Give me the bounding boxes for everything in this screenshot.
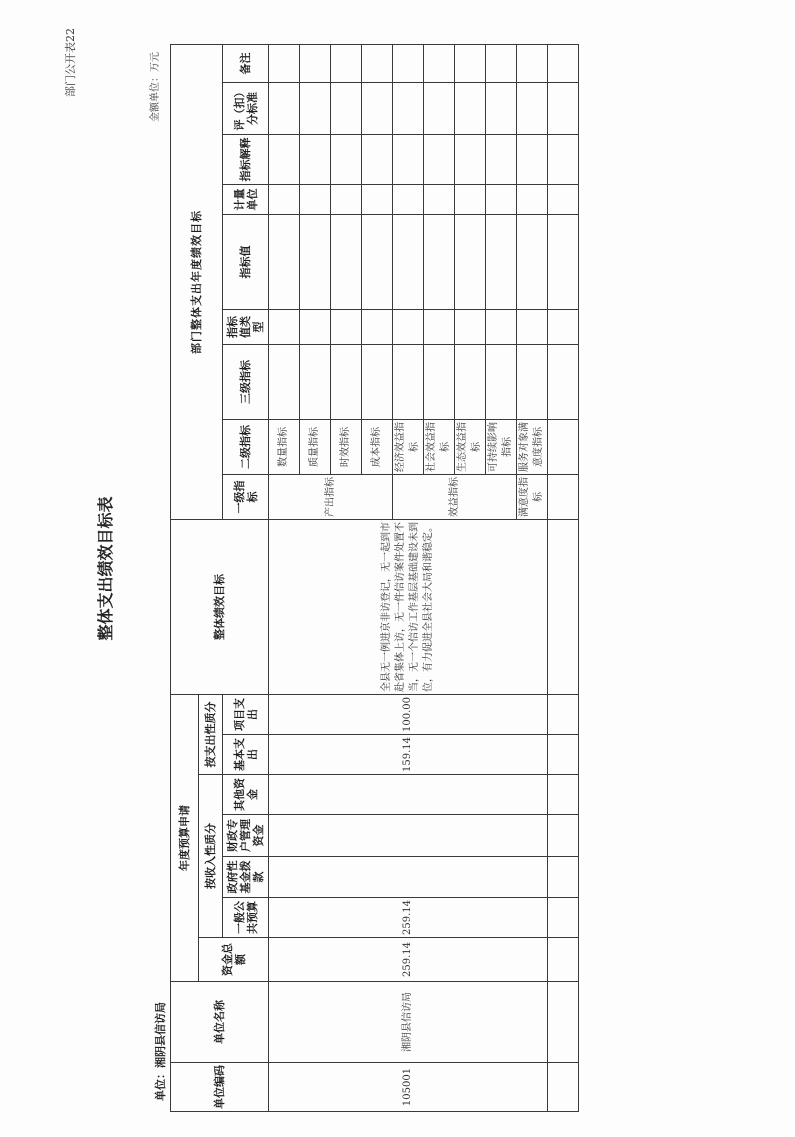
empty-cell (517, 344, 548, 419)
empty-cell (548, 44, 579, 82)
empty-cell (424, 309, 455, 344)
header-other-funds: 其他资金 (223, 775, 269, 815)
empty-cell (393, 309, 424, 344)
header-value: 指标值 (223, 214, 269, 309)
header-general-budget: 一般公共预算 (223, 898, 269, 938)
unit-code-cell: 105001 (269, 1063, 548, 1112)
empty-cell (362, 309, 393, 344)
empty-cell (269, 309, 300, 344)
general-budget-cell: 259.14 (269, 898, 548, 938)
empty-cell (548, 419, 579, 474)
empty-cell (517, 184, 548, 214)
empty-cell (424, 184, 455, 214)
empty-cell (269, 344, 300, 419)
empty-cell (424, 344, 455, 419)
unit-name-cell: 湘阴县信访局 (269, 982, 548, 1063)
empty-cell (331, 184, 362, 214)
header-level3: 三级指标 (223, 344, 269, 419)
header-unit-code: 单位编码 (171, 1063, 269, 1112)
empty-cell (269, 44, 300, 82)
empty-cell (393, 214, 424, 309)
header-unit: 计量单位 (223, 184, 269, 214)
header-row-1 (171, 44, 199, 1111)
empty-cell (486, 44, 517, 82)
empty-cell (269, 82, 300, 134)
empty-cell (362, 134, 393, 184)
other-funds-cell (269, 775, 548, 815)
level2-indicator: 经济效益指标 (393, 419, 424, 474)
empty-cell (548, 857, 579, 898)
level2-indicator: 成本指标 (362, 419, 393, 474)
empty-cell (517, 134, 548, 184)
performance-target-table (170, 44, 579, 1112)
header-project-expenditure: 项目支出 (223, 694, 269, 734)
empty-cell (455, 184, 486, 214)
empty-cell (548, 344, 579, 419)
empty-cell (300, 214, 331, 309)
empty-cell (269, 214, 300, 309)
empty-cell (300, 134, 331, 184)
level2-indicator: 服务对象满意度指标 (517, 419, 548, 474)
project-expenditure-cell: 100.00 (269, 694, 548, 734)
empty-cell (517, 309, 548, 344)
page-title: 整体支出绩效目标表 (96, 496, 115, 641)
empty-cell (455, 344, 486, 419)
empty-cell (393, 44, 424, 82)
empty-cell (362, 82, 393, 134)
empty-cell (424, 214, 455, 309)
header-explanation: 指标解释 (223, 134, 269, 184)
amount-unit-note: 金额单位：万元 (150, 52, 161, 122)
special-account-cell (269, 815, 548, 857)
header-dept-annual-goal: 部门整体支出年度绩效目标 (171, 44, 223, 519)
empty-cell (362, 44, 393, 82)
empty-cell (424, 134, 455, 184)
empty-table-row (548, 44, 579, 1111)
empty-cell (331, 134, 362, 184)
level2-indicator: 时效指标 (331, 419, 362, 474)
header-level1: 一级指标 (223, 474, 269, 519)
table-row (269, 44, 300, 1111)
header-by-expenditure: 按支出性质分 (199, 694, 223, 774)
level2-indicator: 社会效益指标 (424, 419, 455, 474)
empty-cell (455, 44, 486, 82)
unit-label: 单位：湘阴县信访局 (154, 1002, 167, 1101)
empty-cell (548, 214, 579, 309)
empty-cell (362, 184, 393, 214)
empty-cell (548, 519, 579, 694)
empty-cell (517, 82, 548, 134)
overall-goal-cell: 全县无一例进京非访登记，无一起到市赴省集体上访，无一件信访案件处置不当，无一个信访工作基层基础建设未到位，有力促进全县社会大局和谐稳定。 (269, 519, 548, 694)
empty-cell (548, 775, 579, 815)
empty-cell (331, 44, 362, 82)
empty-cell (331, 344, 362, 419)
empty-cell (362, 214, 393, 309)
empty-cell (300, 44, 331, 82)
empty-cell (548, 898, 579, 938)
empty-cell (424, 44, 455, 82)
empty-cell (393, 82, 424, 134)
empty-cell (548, 309, 579, 344)
empty-cell (548, 474, 579, 519)
empty-cell (548, 82, 579, 134)
empty-cell (548, 184, 579, 214)
empty-cell (548, 694, 579, 734)
empty-cell (486, 309, 517, 344)
empty-cell (331, 309, 362, 344)
total-funds-cell: 259.14 (269, 938, 548, 982)
header-overall-goal: 整体绩效目标 (171, 519, 269, 694)
empty-cell (300, 184, 331, 214)
empty-cell (517, 44, 548, 82)
header-unit-name: 单位名称 (171, 982, 269, 1063)
header-annual-budget: 年度预算申请 (171, 694, 199, 981)
empty-cell (393, 184, 424, 214)
empty-cell (393, 344, 424, 419)
empty-cell (486, 82, 517, 134)
empty-cell (486, 184, 517, 214)
header-value-type: 指标值类型 (223, 309, 269, 344)
level1-indicator-benefit: 效益指标 (393, 474, 517, 519)
form-number: 部门公开表22 (64, 28, 77, 97)
empty-cell (455, 134, 486, 184)
level2-indicator: 可持续影响指标 (486, 419, 517, 474)
empty-cell (300, 82, 331, 134)
empty-cell (300, 344, 331, 419)
empty-cell (486, 344, 517, 419)
header-basic-expenditure: 基本支出 (223, 735, 269, 775)
empty-cell (331, 214, 362, 309)
empty-cell (362, 344, 393, 419)
empty-cell (548, 735, 579, 775)
empty-cell (455, 214, 486, 309)
empty-cell (548, 815, 579, 857)
empty-cell (424, 82, 455, 134)
basic-expenditure-cell: 159.14 (269, 735, 548, 775)
header-total-funds: 资金总额 (199, 938, 269, 982)
empty-cell (517, 214, 548, 309)
header-gov-fund: 政府性基金拨款 (223, 857, 269, 898)
level2-indicator: 数量指标 (269, 419, 300, 474)
empty-cell (455, 309, 486, 344)
empty-cell (486, 134, 517, 184)
empty-cell (455, 82, 486, 134)
level2-indicator: 生态效益指标 (455, 419, 486, 474)
empty-cell (269, 184, 300, 214)
empty-cell (300, 309, 331, 344)
empty-cell (486, 214, 517, 309)
empty-cell (269, 134, 300, 184)
gov-fund-cell (269, 857, 548, 898)
empty-cell (548, 982, 579, 1063)
empty-cell (548, 938, 579, 982)
empty-cell (331, 82, 362, 134)
header-scoring: 评（扣）分标准 (223, 82, 269, 134)
empty-cell (393, 134, 424, 184)
empty-cell (548, 1063, 579, 1112)
level1-indicator-output: 产出指标 (269, 474, 393, 519)
header-special-account: 财政专户管理资金 (223, 815, 269, 857)
header-level2: 二级指标 (223, 419, 269, 474)
level1-indicator-satisfaction: 满意度指标 (517, 474, 548, 519)
header-by-income: 按收入性质分 (199, 775, 223, 938)
header-remark: 备注 (223, 44, 269, 82)
empty-cell (548, 134, 579, 184)
level2-indicator: 质量指标 (300, 419, 331, 474)
